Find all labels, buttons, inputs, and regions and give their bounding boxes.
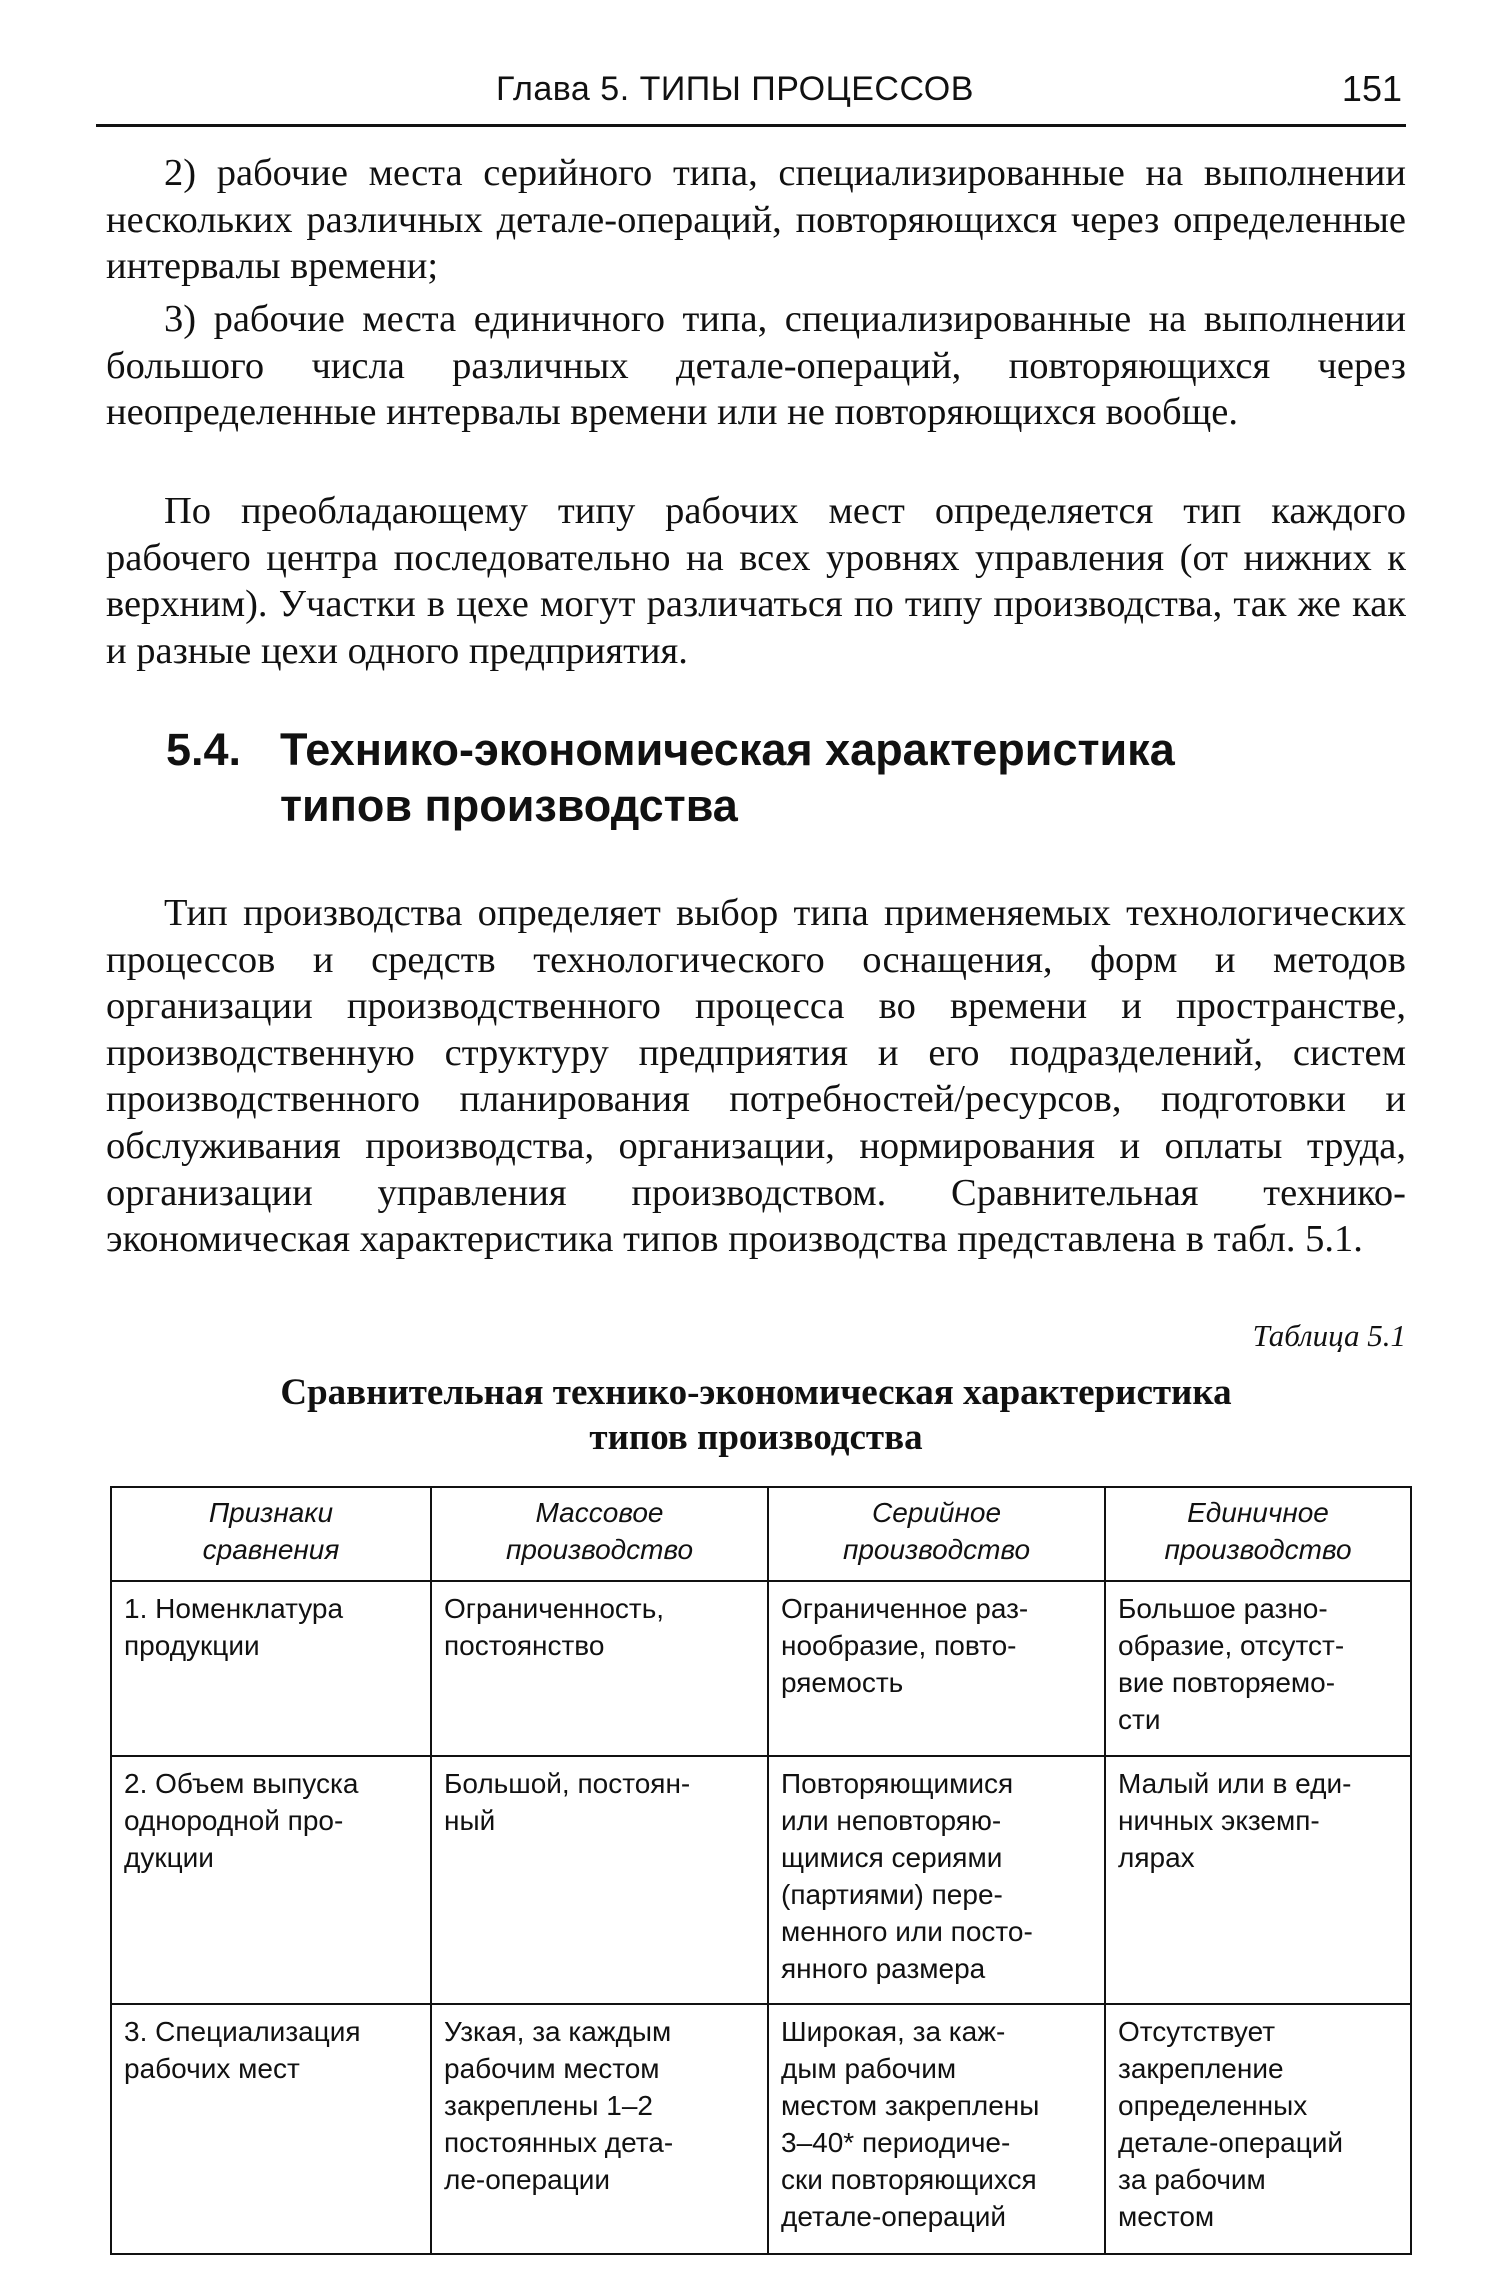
section-title-line2: типов производства: [280, 780, 738, 831]
table-cell: Ограниченное раз- нообразие, повто- ряемость: [768, 1581, 1105, 1756]
table-caption: [106, 1370, 1406, 1460]
comparison-table: [110, 1486, 1412, 2255]
section-heading: [166, 722, 1396, 834]
table-cell: 1. Номенклатура продукции: [111, 1581, 431, 1756]
table-cell: Отсутствует закрепление определенных детале-операций за рабочим местом: [1105, 2004, 1411, 2254]
section-number: 5.4.: [166, 724, 242, 775]
header-serial-production: Серийное производство: [768, 1487, 1105, 1581]
table-cell: Широкая, за каж- дым рабочим местом закреплены 3–40* периодиче- ски повторяющихся детале-операций: [768, 2004, 1105, 2254]
chapter-title: Глава 5. ТИПЫ ПРОЦЕССОВ: [496, 70, 974, 108]
table-row: [111, 1756, 1411, 2004]
table-cell: 3. Специализация рабочих мест: [111, 2004, 431, 2254]
table-cell: Большое разно- образие, отсутст- вие повторяемо- сти: [1105, 1581, 1411, 1756]
table-cell: Большой, постоян- ный: [431, 1756, 768, 2004]
paragraph-unit-workplaces: 3) рабочие места единичного типа, специализированные на выполнении большого числа различных детале-операций, повторяющихся через неопределенные интервалы времени или не повторяющихся вообще.: [106, 298, 1406, 434]
table-caption-line1: Сравнительная технико-экономическая характеристика: [280, 1372, 1232, 1413]
table-row: [111, 2004, 1411, 2254]
page-number: 151: [1341, 68, 1402, 109]
table-header-row: [111, 1487, 1411, 1581]
table-cell: Повторяющимися или неповторяю- щимися сериями (партиями) пере- менного или посто- янного размера: [768, 1756, 1105, 2004]
paragraph-serial-workplaces: 2) рабочие места серийного типа, специализированные на выполнении нескольких различных детале-операций, повторяющихся через определенные интервалы времени;: [106, 152, 1406, 288]
table-cell: 2. Объем выпуска однородной про- дукции: [111, 1756, 431, 2004]
table-cell: Малый или в еди- ничных экземп- лярах: [1105, 1756, 1411, 2004]
table-row: [111, 1581, 1411, 1756]
paragraph-production-type-intro: Тип производства определяет выбор типа применяемых технологических процессов и средств технологического оснащения, форм и методов организации производственного процесса во времени и пространстве, производственную структуру предприятия и его подразделений, систем производственного планирования потребностей/ресурсов, подготовки и обслуживания производства, организации, нормирования и оплаты труда, организации управления производством. Сравнительная технико-экономическая характеристика типов производства представлена в табл. 5.1.: [106, 892, 1406, 1261]
paragraph-work-center-type: По преобладающему типу рабочих мест определяется тип каждого рабочего центра последовательно на всех уровнях управления (от нижних к верхним). Участки в цехе могут различаться по типу производства, так же как и разные цехи одного предприятия.: [106, 490, 1406, 672]
header-unit-production: Единичное производство: [1105, 1487, 1411, 1581]
running-header: [96, 64, 1406, 127]
section-title-line1: Технико-экономическая характеристика: [280, 724, 1175, 775]
table-caption-line2: типов производства: [589, 1417, 923, 1458]
header-criteria: Признаки сравнения: [111, 1487, 431, 1581]
table-cell: Ограниченность, постоянство: [431, 1581, 768, 1756]
header-mass-production: Массовое производство: [431, 1487, 768, 1581]
table-label: Таблица 5.1: [1252, 1318, 1406, 1353]
table-cell: Узкая, за каждым рабочим местом закреплены 1–2 постоянных дета- ле-операции: [431, 2004, 768, 2254]
